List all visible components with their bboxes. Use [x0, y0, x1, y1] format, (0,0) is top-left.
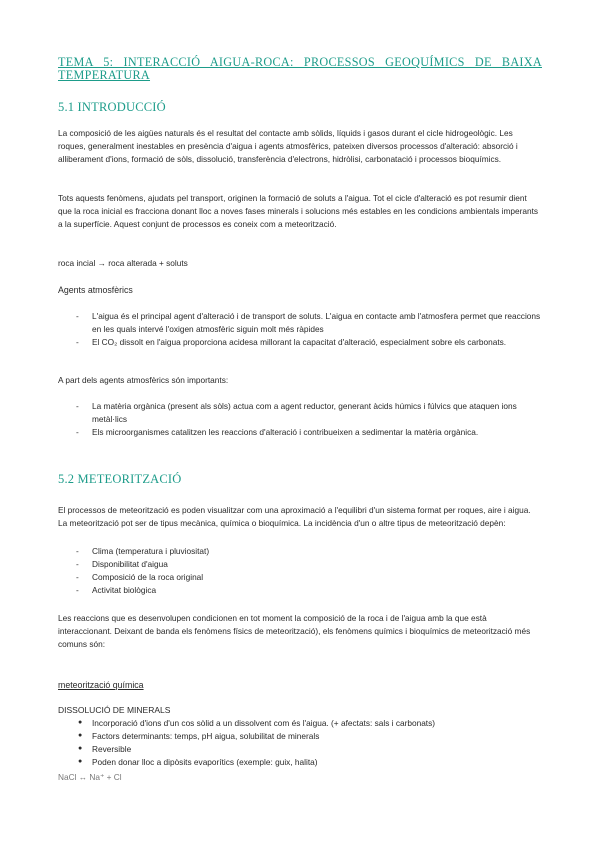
list-item: ● Reversible	[78, 743, 132, 754]
list-item: ● Poden donar lloc a dipòsits evaporítics (exemple: guix, halita)	[78, 756, 318, 767]
chemical-weathering-subheading: meteorització química	[58, 680, 144, 690]
dash-marker: -	[76, 584, 79, 595]
other-agents-list	[58, 400, 542, 439]
agents-subheading: Agents atmosfèrics	[58, 285, 133, 295]
bullet-marker: ●	[78, 744, 83, 752]
list-item: - Disponibilitat d'aigua	[76, 558, 168, 569]
page-title	[58, 56, 542, 82]
list-item: - Clima (temperatura i pluviositat)	[76, 546, 210, 556]
dash-marker: -	[76, 558, 79, 569]
section-heading-meteoritzacio: 5.2 METEORITZACIÓ	[58, 472, 182, 486]
dash-marker: -	[76, 311, 79, 321]
section-heading-introduccio: 5.1 INTRODUCCIÓ	[58, 100, 166, 114]
list-item: - Activitat biològica	[76, 584, 157, 595]
dash-marker: -	[76, 426, 79, 437]
dash-marker: -	[76, 401, 79, 411]
meteoritzacio-paragraph-1: El processos de meteorització es poden visualitzar com una aproximació a l'equilibri d'un sistema format per roques, aire i aigua. La meteorització pot ser de tipus mecànica, química o bioquímica. La incidència d'un o altre tipus de meteorització depèn:	[58, 505, 531, 528]
list-item: - Els microorganismes catalitzen les reaccions d'alteració i contribueixen a sedimentar la matèria orgànica.	[76, 426, 479, 437]
list-item: - El CO₂ dissolt en l'aigua proporciona acidesa millorant la capacitat d'alteració, especialment sobre els carbonats.	[76, 336, 507, 347]
title-line-1: TEMA 5: INTERACCIÓ AIGUA-ROCA: PROCESSOS GEOQUÍMICS DE BAIXA	[58, 55, 542, 69]
dash-marker: -	[76, 571, 79, 582]
list-item: ● Incorporació d'ions d'un cos sòlid a un dissolvent com és l'aigua. (+ afectats: sals i carbonats)	[78, 718, 436, 728]
other-agents-intro: A part dels agents atmosfèrics són importants:	[58, 375, 229, 385]
intro-paragraph-1: La composició de les aigües naturals és el resultat del contacte amb sòlids, líquids i gasos durant el cicle hidrogeològic. Les roques, generalment inestables en presència d'aigua i agents atmosfèrics, pateixen diversos processos d'alteració: absorció i alliberament d'ions, formació de sòls, dissolució, transferència d'electrons, hidròlisi, carbonatació i processos bioquímics.	[58, 128, 518, 164]
dash-marker: -	[76, 546, 79, 556]
dash-marker: -	[76, 336, 79, 347]
dissolution-reaction: NaCl ↔ Na⁺ + Cl	[58, 772, 122, 782]
list-item: - L'aigua és el principal agent d'alteració i de transport de soluts. L'aigua en contacte amb l'atmosfera permet que reaccions en les quals intervé l'oxigen atmosfèric siguin molt més ràpides	[76, 311, 541, 334]
bullet-marker: ●	[78, 719, 83, 726]
intro-paragraph-2: Tots aquests fenòmens, ajudats pel transport, originen la formació de soluts a l'aigua. Tot el cicle d'alteració es pot resumir dient que la roca inicial es fracciona donant lloc a noves fases minerals i solucions més estables en les condicions ambientals imperants a la superfície. Aquest conjunt de processos es coneix com a meteorització.	[58, 193, 539, 229]
dissolution-heading: DISSOLUCIÓ DE MINERALS	[58, 705, 171, 715]
dissolution-list	[58, 717, 542, 769]
alteration-equation: roca incial → roca alterada + soluts	[58, 258, 188, 268]
list-item: - La matèria orgànica (present als sòls) actua com a agent reductor, generant àcids húmics i fúlvics que ataquen ions metàl·lics	[76, 401, 517, 424]
bullet-marker: ●	[78, 731, 83, 739]
list-item: ● Factors determinants: temps, pH aigua, solubilitat de minerals	[78, 730, 320, 741]
list-item: - Composició de la roca original	[76, 571, 204, 582]
agents-list	[58, 310, 542, 349]
bullet-marker: ●	[78, 757, 83, 765]
factors-list	[58, 545, 542, 597]
title-line-2: TEMPERATURA	[58, 68, 151, 82]
meteoritzacio-paragraph-2: Les reaccions que es desenvolupen condicionen en tot moment la composició de la roca i de l'aigua amb la que està interaccionant. Deixant de banda els fenòmens físics de meteorització), els fenòmens químics i bioquímics de meteorització més comuns són:	[58, 613, 531, 649]
